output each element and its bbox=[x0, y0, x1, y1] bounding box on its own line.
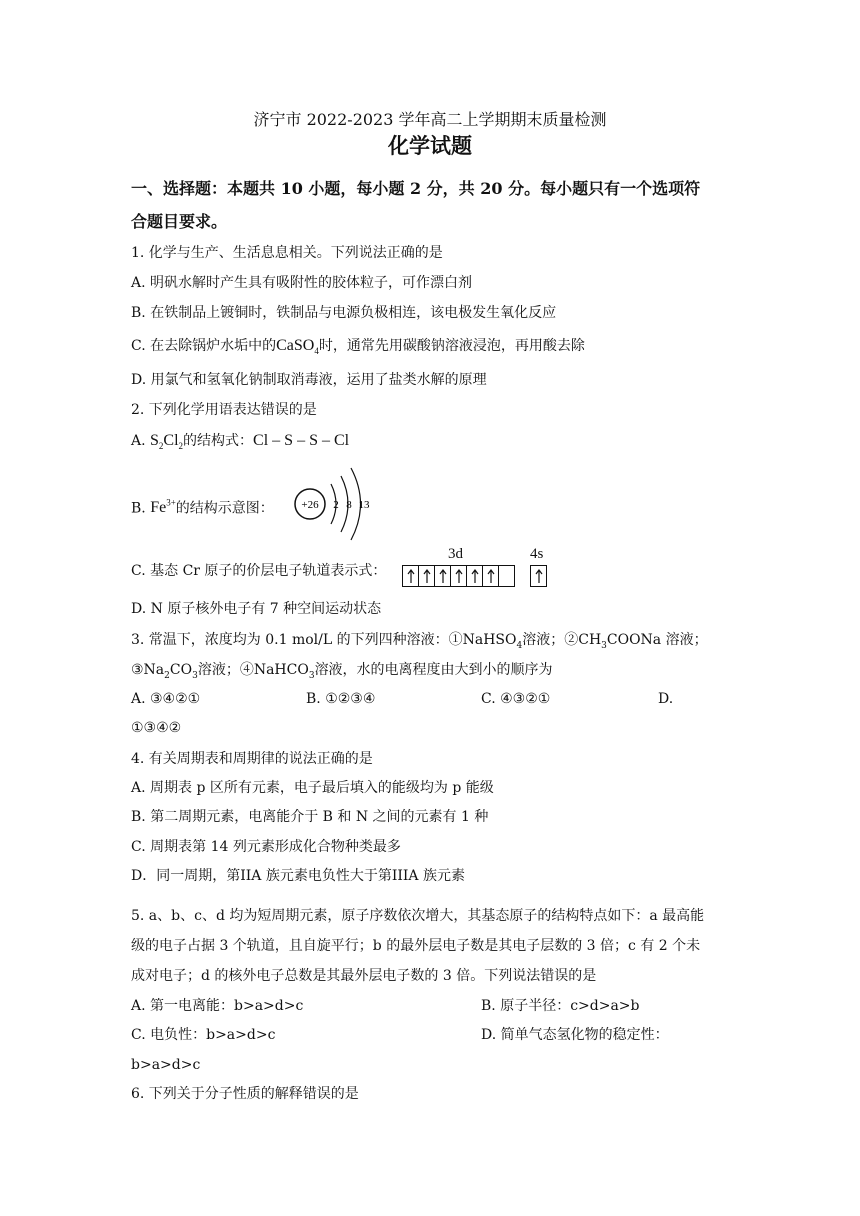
s2cl2-structure: Cl – S – S – Cl bbox=[253, 432, 350, 449]
q4-option-c: C. 周期表第 14 列元素形成化合物种类最多 bbox=[131, 839, 401, 855]
q3-option-d: D. bbox=[658, 691, 674, 707]
q3-line2-part3: 溶液；④NaHCO bbox=[197, 662, 309, 678]
orbital-4s-boxes bbox=[530, 565, 547, 587]
fe3-structure-diagram bbox=[288, 460, 378, 550]
q1-option-a: A. 明矾水解时产生具有吸附性的胶体粒子，可作漂白剂 bbox=[131, 275, 473, 291]
caso4-formula: CaSO$_4$ bbox=[276, 337, 319, 357]
orbital-3d-box-3 bbox=[435, 565, 451, 587]
q5-option-c: C. 电负性：b>a>d>c bbox=[131, 1027, 276, 1043]
orbital-3d-box-7 bbox=[499, 565, 515, 587]
orbital-3d-box-4 bbox=[451, 565, 467, 587]
q4-option-a: A. 周期表 p 区所有元素，电子最后填入的能级均为 p 能级 bbox=[131, 780, 494, 796]
q3-option-d-cont: ①③④② bbox=[131, 720, 182, 736]
q2-option-c: C. 基态 Cr 原子的价层电子轨道表示式： bbox=[131, 563, 387, 579]
subject-title: 化学试题 bbox=[388, 133, 472, 158]
orbital-3d-box-2 bbox=[419, 565, 435, 587]
orbital-3d-box-1 bbox=[402, 565, 419, 587]
q1-option-b: B. 在铁制品上镀铜时，铁制品与电源负极相连，该电极发生氧化反应 bbox=[131, 305, 557, 321]
q2-option-d: D. N 原子核外电子有 7 种空间运动状态 bbox=[131, 601, 382, 617]
orbital-3d-boxes bbox=[402, 565, 515, 587]
q5-option-d-cont: b>a>d>c bbox=[131, 1057, 201, 1073]
s2cl2-formula: $S_2Cl_2$ bbox=[150, 432, 184, 452]
q2-stem: 2. 下列化学用语表达错误的是 bbox=[131, 402, 317, 418]
q1-stem: 1. 化学与生产、生活息息相关。下列说法正确的是 bbox=[131, 245, 443, 261]
orbital-3d-box-6 bbox=[483, 565, 499, 587]
q2-option-b-mid: 的结构示意图： bbox=[175, 500, 274, 517]
q1-option-c-pre: C. 在去除锅炉水垢中的 bbox=[131, 338, 277, 354]
shell-count-3: 13 bbox=[358, 499, 370, 511]
q3-option-c: C. ④③②① bbox=[481, 691, 551, 707]
orbital-3d-box-5 bbox=[467, 565, 483, 587]
fe3-ion: $Fe^{3+}$ bbox=[150, 498, 176, 517]
q4-option-b: B. 第二周期元素，电离能介于 B 和 N 之间的元素有 1 种 bbox=[131, 809, 489, 825]
q1-option-d: D. 用氯气和氢氧化钠制取消毒液，运用了盐类水解的原理 bbox=[131, 372, 487, 388]
q3-line1-part2: 溶液；②CH bbox=[522, 632, 602, 648]
q5-option-a: A. 第一电离能：b>a>d>c bbox=[131, 998, 304, 1014]
q3-line1: 3. 常温下，浓度均为 0.1 mol/L 的下列四种溶液：①NaHSO$_4$溶液；$②CH_3COONa$ 溶液； bbox=[131, 632, 708, 651]
q3-line2-part4: 溶液，水的电离程度由大到小的顺序为 bbox=[314, 662, 553, 678]
nucleus-charge: +26 bbox=[301, 499, 319, 511]
section-heading-line1: 一、选择题：本题共 10 小题，每小题 2 分，共 20 分。每小题只有一个选项符 bbox=[131, 179, 701, 198]
shell-count-2: 8 bbox=[346, 499, 352, 511]
q2-option-a-mid: 的结构式： bbox=[183, 433, 254, 449]
orbital-3d-label: 3d bbox=[448, 546, 463, 562]
q6-stem: 6. 下列关于分子性质的解释错误的是 bbox=[131, 1086, 359, 1102]
q5-option-d: D. 简单气态氢化物的稳定性： bbox=[481, 1027, 669, 1043]
orbital-4s-box bbox=[530, 565, 547, 587]
orbital-4s-label: 4s bbox=[530, 546, 544, 562]
section-heading-line2: 合题目要求。 bbox=[131, 212, 228, 231]
q1-option-c-post: 时，通常先用碳酸钠溶液浸泡，再用酸去除 bbox=[318, 338, 585, 354]
q3-line1-part1: 3. 常温下，浓度均为 0.1 mol/L 的下列四种溶液：①NaHSO bbox=[131, 632, 517, 648]
q2-option-b-pre: B. bbox=[131, 500, 151, 517]
q5-line2: 级的电子占据 3 个轨道，且自旋平行；b 的最外层电子数是其电子层数的 3 倍；c 有 2 个未 bbox=[131, 938, 701, 954]
q3-option-a: A. ③④②① bbox=[131, 691, 201, 707]
q4-stem: 4. 有关周期表和周期律的说法正确的是 bbox=[131, 751, 373, 767]
exam-title: 济宁市 2022-2023 学年高二上学期期末质量检测 bbox=[253, 110, 607, 129]
q3-line2-part1: ③Na bbox=[131, 662, 165, 678]
q5-line3: 成对电子；d 的核外电子总数是其最外层电子数的 3 倍。下列说法错误的是 bbox=[131, 968, 597, 984]
q3-line2-part2: CO bbox=[169, 662, 193, 678]
q2-option-a bbox=[131, 432, 349, 455]
q3-option-b: B. ①②③④ bbox=[306, 691, 376, 707]
q2-option-b bbox=[131, 494, 274, 517]
q2-option-a-pre: A. bbox=[131, 433, 151, 449]
q4-option-d: D．同一周期，第IIA 族元素电负性大于第IIIA 族元素 bbox=[131, 868, 465, 884]
q3-line1-part3: COONa 溶液； bbox=[606, 632, 708, 648]
q5-line1: 5. a、b、c、d 均为短周期元素，原子序数依次增大，其基态原子的结构特点如下：a 最高能 bbox=[131, 908, 705, 924]
q5-option-b: B. 原子半径：c>d>a>b bbox=[481, 998, 640, 1014]
q3-line2: $③Na_2CO_3$溶液；④NaHCO$_3$溶液，水的电离程度由大到小的顺序为 bbox=[131, 662, 553, 681]
q1-option-c bbox=[131, 337, 585, 360]
shell-count-1: 2 bbox=[333, 499, 339, 511]
